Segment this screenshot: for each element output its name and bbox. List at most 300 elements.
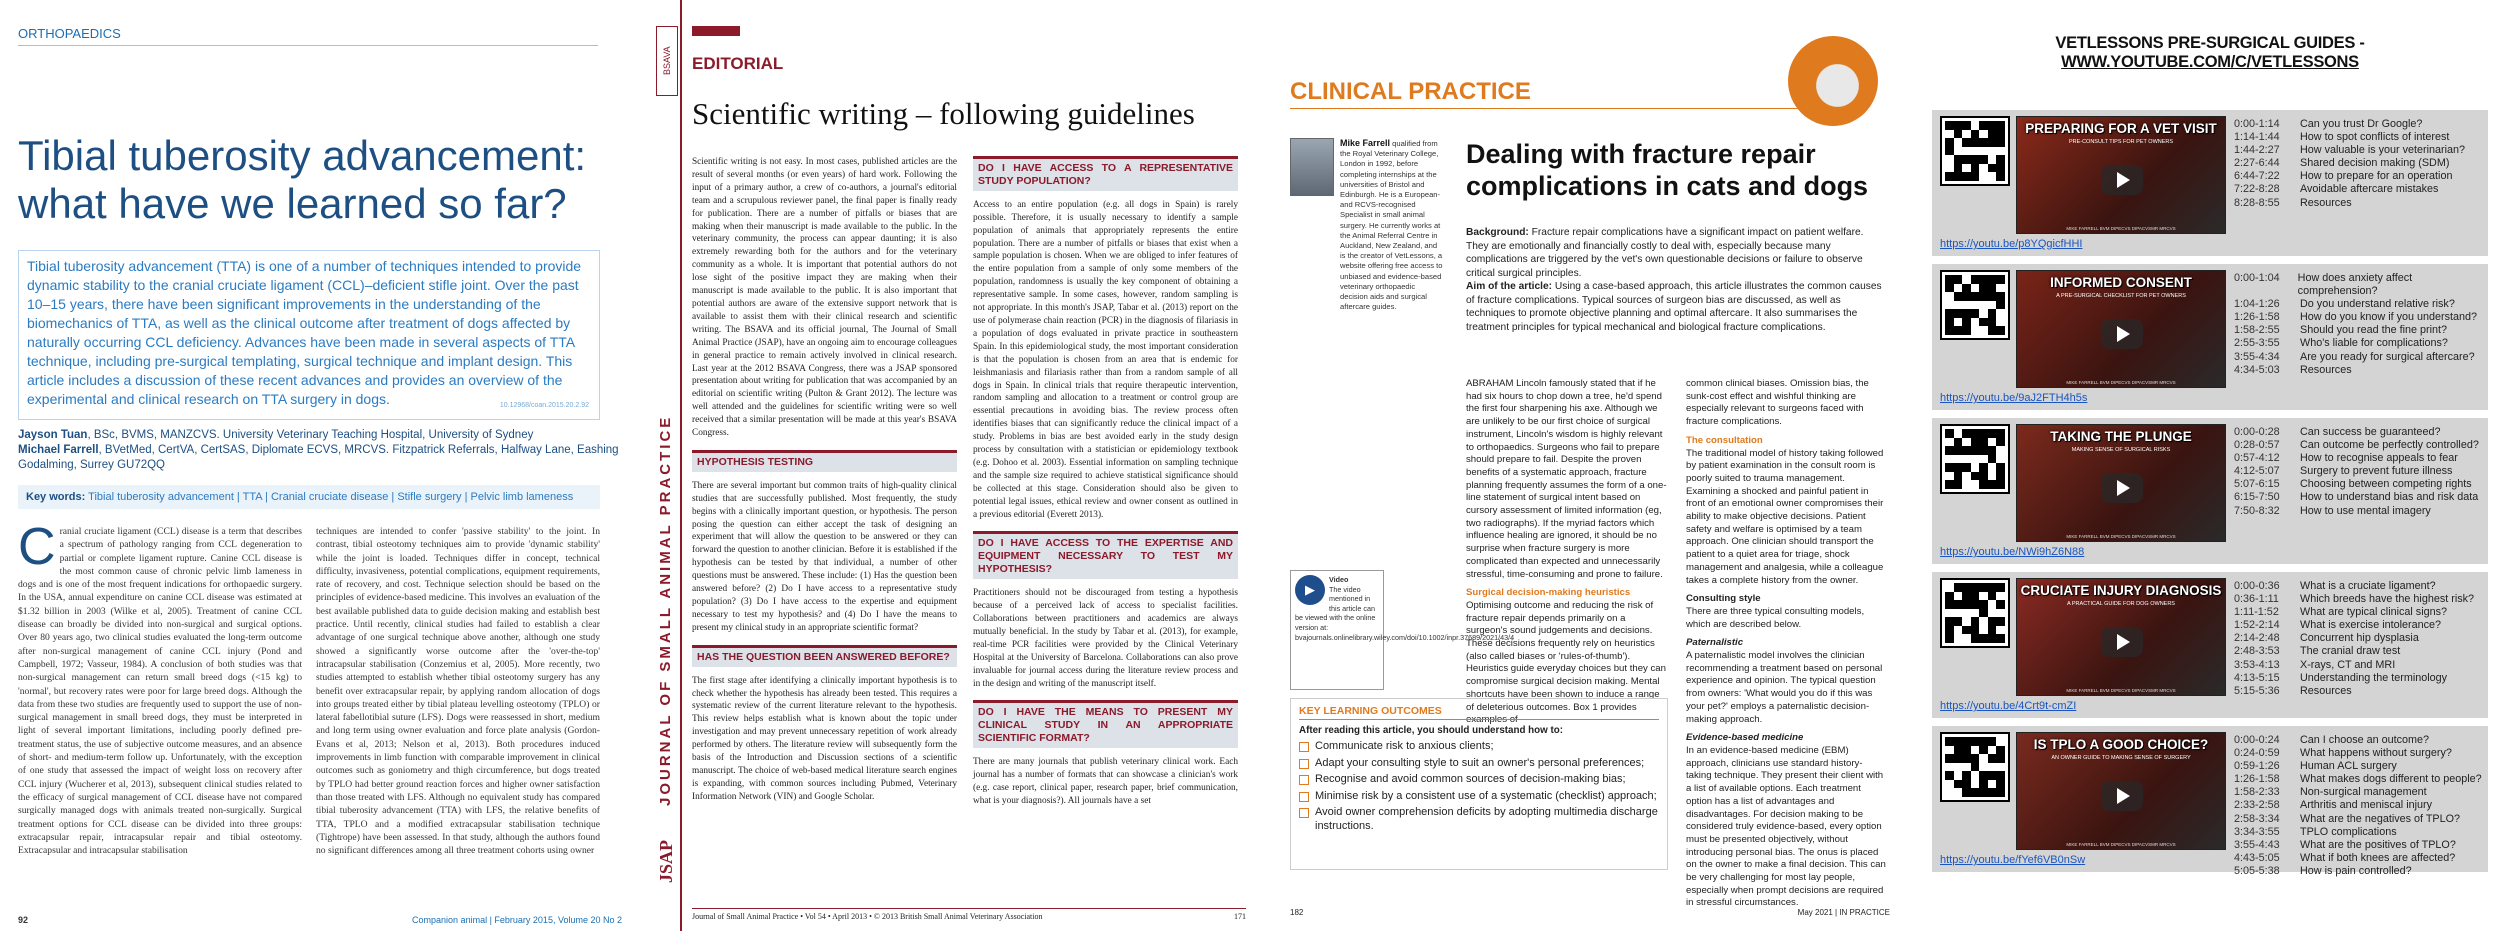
thumbnail-byline: MIKE FARRELL BVM DIPECVS DIPACVSMR MRCVS: [2066, 380, 2176, 385]
chapter-row[interactable]: [2234, 311, 2488, 324]
qr-module: [1971, 309, 1980, 318]
channel-link[interactable]: WWW.YOUTUBE.COM/C/VETLESSONS: [2061, 53, 2359, 71]
qr-module: [1979, 609, 1988, 618]
spine-title: JOURNAL OF SMALL ANIMAL PRACTICE: [657, 414, 674, 806]
video-thumbnail[interactable]: [2016, 424, 2226, 542]
chapter-row[interactable]: [2234, 157, 2465, 170]
qr-module: [1988, 754, 1997, 763]
qr-module: [1996, 780, 2005, 789]
thumbnail-title: INFORMED CONSENT: [2050, 275, 2192, 290]
klo-item: [1299, 740, 1659, 754]
chapter-label: What makes dogs different to people?: [2300, 773, 2482, 786]
journal-citation: Journal of Small Animal Practice • Vol 54 • April 2013 • © 2013 British Small Animal Veterinary Association: [692, 912, 1043, 921]
qr-module: [1954, 292, 1963, 301]
key-learning-outcomes: [1290, 698, 1668, 870]
chapter-row[interactable]: [2234, 197, 2465, 210]
qr-module: [1988, 155, 1997, 164]
klo-item: [1299, 790, 1659, 804]
thumbnail-title: PREPARING FOR A VET VISIT: [2025, 121, 2217, 136]
qr-module: [1971, 609, 1980, 618]
qr-module: [1979, 318, 1988, 327]
qr-module: [1971, 583, 1980, 592]
chapter-time: 0:28-0:57: [2234, 439, 2280, 452]
qr-module: [1962, 472, 1971, 481]
qr-module: [1996, 147, 2005, 156]
chapter-label: How to spot conflicts of interest: [2300, 131, 2450, 144]
qr-module: [1945, 634, 1954, 643]
chapter-row[interactable]: [2234, 826, 2482, 839]
qr-module: [1979, 284, 1988, 293]
qr-module: [1962, 634, 1971, 643]
qr-module: [1945, 737, 1954, 746]
klo-item: [1299, 806, 1659, 833]
chapter-label: Can success be guaranteed?: [2300, 426, 2441, 438]
chapter-row[interactable]: [2234, 747, 2482, 760]
play-button-icon[interactable]: [2101, 473, 2143, 503]
qr-module: [1962, 737, 1971, 746]
chapter-row[interactable]: [2234, 364, 2488, 377]
qr-module: [1945, 147, 1954, 156]
video-thumbnail[interactable]: [2016, 116, 2226, 234]
chapter-row[interactable]: [2234, 439, 2479, 452]
qr-module: [1954, 583, 1963, 592]
author-bio: [1340, 138, 1444, 312]
qr-module: [1979, 780, 1988, 789]
chapter-row[interactable]: [2234, 593, 2474, 606]
qr-module: [1996, 318, 2005, 327]
chapter-row[interactable]: [2234, 351, 2488, 364]
paragraph: common clinical biases. Omission bias, the sunk-cost effect and wishful thinking are especially relevant to surgeons faced with fracture complications.: [1686, 378, 1869, 428]
summary-text: Using a case-based approach, this article illustrates the common causes of fracture complications. Typical sources of surgeon bias are discussed, as well as techniques to promote objective planning and optimal aftercare. It also summarises the treatment principles for typical mechanical and biological fracture complications.: [1466, 281, 1882, 333]
chapter-label: What happens without surgery?: [2300, 747, 2452, 760]
qr-module: [1954, 780, 1963, 789]
chapter-time: 5:05-5:38: [2234, 864, 2280, 877]
abstract-box: [18, 250, 600, 420]
qr-module: [1954, 617, 1963, 626]
qr-module: [1996, 292, 2005, 301]
page-number: 171: [1234, 912, 1246, 921]
chapter-row[interactable]: [2234, 580, 2474, 593]
thumbnail-subtitle: A PRE-SURGICAL CHECKLIST FOR PET OWNERS: [2056, 293, 2186, 299]
chapter-row[interactable]: [2234, 852, 2482, 865]
qr-module: [1988, 746, 1997, 755]
chapter-time: 0:57-4:12: [2234, 452, 2280, 465]
qr-module: [1996, 172, 2005, 181]
chapter-label: How to understand bias and risk data: [2300, 491, 2479, 504]
chapter-time: 0:00-0:28: [2234, 426, 2280, 438]
video-thumbnail[interactable]: [2016, 578, 2226, 696]
qr-module: [1979, 309, 1988, 318]
qr-module: [1996, 746, 2005, 755]
chapter-row[interactable]: [2234, 337, 2488, 350]
qr-module: [1971, 480, 1980, 489]
chapter-row[interactable]: [2234, 324, 2488, 337]
qr-module: [1962, 172, 1971, 181]
chapter-time: 2:33-2:58: [2234, 799, 2280, 812]
qr-module: [1979, 155, 1988, 164]
qr-module: [1945, 617, 1954, 626]
chapter-row[interactable]: [2234, 865, 2482, 878]
qr-module: [1971, 592, 1980, 601]
qr-module: [1962, 301, 1971, 310]
aim-summary: [1466, 280, 1886, 334]
chapter-row[interactable]: [2234, 452, 2479, 465]
qr-module: [1945, 275, 1954, 284]
qr-module: [1996, 438, 2005, 447]
qr-module: [1971, 172, 1980, 181]
chapter-label: Non-surgical management: [2300, 786, 2427, 799]
chapter-time: 4:43-5:05: [2234, 851, 2280, 864]
chapter-row[interactable]: [2234, 799, 2482, 812]
chapter-row[interactable]: [2234, 170, 2465, 183]
play-button-icon[interactable]: [2101, 781, 2143, 811]
qr-module: [1988, 301, 1997, 310]
qr-module: [1988, 121, 1997, 130]
klo-item-text: Avoid owner comprehension deficits by adopting multimedia discharge instructions.: [1315, 806, 1658, 832]
qr-module: [1988, 130, 1997, 139]
page-footer: [692, 908, 1246, 921]
qr-module: [1996, 617, 2005, 626]
qr-module: [1962, 292, 1971, 301]
qr-module: [1988, 626, 1997, 635]
video-title: Video: [1329, 575, 1349, 584]
qr-module: [1979, 130, 1988, 139]
subheading: HYPOTHESIS TESTING: [692, 450, 957, 472]
chapter-time: 2:14-2:48: [2234, 632, 2280, 645]
play-button-icon[interactable]: [2101, 627, 2143, 657]
qr-module: [1962, 600, 1971, 609]
qr-module: [1962, 609, 1971, 618]
qr-module: [1954, 592, 1963, 601]
video-link[interactable]: https://youtu.be/4Crt9t-cmZI: [1940, 700, 2077, 712]
paragraph: ABRAHAM Lincoln famously stated that if he had six hours to chop down a tree, he'd spend the first four sharpening his axe. Although we are unlikely to be our first choice of surgical instrument, Lincoln's wisdom is highly relevant to orthopaedics. Surgeons who fail to prepare should prepare to fail. Despite the proven benefits of a systematic approach, fracture planning frequently assumes the form of a one-line statement of surgical intent based on cursory assessment of limited information (eg, two radiographs). If the myriad factors which influence healing are ignored, it should be no surprise when fracture surgery is more complicated than expected and unnecessarily stressful, time-consuming and prone to failure.: [1466, 378, 1667, 580]
chapter-label: Arthritis and meniscal injury: [2300, 799, 2433, 812]
qr-module: [1962, 617, 1971, 626]
klo-item-text: Communicate risk to anxious clients;: [1315, 740, 1494, 752]
qr-module: [1979, 788, 1988, 797]
chapter-label: Shared decision making (SDM): [2300, 157, 2450, 170]
chapter-row[interactable]: [2234, 813, 2482, 826]
chapter-label: Which breeds have the highest risk?: [2300, 593, 2475, 606]
chapter-row[interactable]: [2234, 786, 2482, 799]
qr-module: [1988, 463, 1997, 472]
qr-module: [1988, 164, 1997, 173]
qr-module: [1945, 463, 1954, 472]
video-link[interactable]: https://youtu.be/NWi9hZ6N88: [1940, 546, 2085, 558]
chapter-row[interactable]: [2234, 505, 2479, 518]
qr-module: [1962, 438, 1971, 447]
play-button-icon[interactable]: [2101, 319, 2143, 349]
qr-module: [1971, 326, 1980, 335]
checkbox-icon: [1299, 792, 1309, 802]
chapter-row[interactable]: [2234, 426, 2479, 439]
qr-module: [1988, 609, 1997, 618]
qr-module: [1962, 164, 1971, 173]
video-link[interactable]: https://youtu.be/fYef6VB0nSw: [1940, 854, 2086, 866]
chapter-label: Understanding the terminology: [2300, 671, 2448, 684]
qr-module: [1962, 284, 1971, 293]
qr-module: [1945, 284, 1954, 293]
chapter-time: 1:58-2:55: [2234, 324, 2280, 337]
qr-module: [1988, 600, 1997, 609]
thumbnail-byline: MIKE FARRELL BVM DIPECVS DIPACVSMR MRCVS: [2066, 842, 2176, 847]
doi: 10.12968/coan.2015.20.2.92: [499, 402, 589, 409]
subheading: DO I HAVE ACCESS TO A REPRESENTATIVE STUDY POPULATION?: [973, 156, 1238, 191]
qr-module: [1954, 746, 1963, 755]
chapter-row[interactable]: [2234, 606, 2474, 619]
article-title: Dealing with fracture repair complications in cats and dogs: [1466, 139, 1869, 201]
chapter-row[interactable]: [2234, 672, 2474, 685]
chapter-label: Resources: [2300, 684, 2352, 697]
qr-module: [1945, 609, 1954, 618]
paragraph: A paternalistic model involves the clinician recommending a treatment based on personal experience and opinion. The typical question from owners: 'What would you do if this was your pet?' employs a paternalistic decision-making approach.: [1686, 650, 1883, 725]
chapter-time: 2:55-3:55: [2234, 337, 2280, 350]
qr-module: [1945, 626, 1954, 635]
chapter-label: How valuable is your veterinarian?: [2300, 144, 2466, 157]
chapter-time: 7:22-8:28: [2234, 183, 2280, 196]
qr-module: [1988, 318, 1997, 327]
video-text: The video mentioned in this article can be viewed with the online version at: bvajournals.onlinelibrary.wiley.com/doi/10.1002/inpr.37689/2021/43/4: [1295, 584, 1515, 642]
subheading: DO I HAVE THE MEANS TO PRESENT MY CLINICAL STUDY IN AN APPROPRIATE SCIENTIFIC FORMAT?: [973, 700, 1238, 748]
body-column-2: techniques are intended to confer 'passive stability' to the joint. In contrast, tibial osteotomy techniques aim to provide 'dynamic stability' while the joint is loaded. Techniques differ in concept, technical difficulty, invasiveness, potential complications, equipment requirements, rate of recovery, and cost. Technique selection should be based on the principles of evidence-based medicine. This involves an evaluation of the best available published data to guide decision making and establish best practice. Until recently, clinical studies had failed to establish a clear advantage of one surgical technique above another, although one study showed a significantly worse outcome after the 'over-the-top' intracapsular stabilisation (Conzemius et al, 2005). More recently, two studies attempted to establish whether tibial osteotomy surgery has any benefit over extracapsular repair, by applying random allocation of dogs into groups treated either by tibial plateau levelling osteotomy (TPLO) or lateral fabellotibial suture (LFS). Dogs were reassessed in short, medium and long term using owner evaluation and force plate analysis (Gordon-Evans et al, 2013; Nelson et al, 2013). Both procedures induced improvements in limb function with comparable improvement in clinical outcomes such as goniometry and thigh circumference, but dogs treated by TPLO had better ground reaction forces and higher owner satisfaction than those treated with LFS. Although no equivalent study has compared tibial tuberosity advancement (TTA) with LFS, the relative benefits of TTA, TPLO and a modified extracapsular stabilisation technique (Tightrope) have been assessed. In that study, although the authors found no significant differences among all three treatment cohorts using owner: [316, 526, 600, 857]
chapter-row[interactable]: [2234, 465, 2479, 478]
chapter-time: 3:55-4:34: [2234, 350, 2280, 363]
qr-module: [1988, 592, 1997, 601]
qr-module: [1962, 138, 1971, 147]
chapter-time: 3:55-4:43: [2234, 838, 2280, 851]
qr-module: [1988, 429, 1997, 438]
chapter-label: Can I choose an outcome?: [2300, 734, 2430, 746]
chapter-row[interactable]: [2234, 773, 2482, 786]
chapter-label: Can you trust Dr Google?: [2300, 118, 2423, 130]
qr-module: [1979, 138, 1988, 147]
chapter-time: 5:07-6:15: [2234, 478, 2280, 491]
qr-module: [1962, 446, 1971, 455]
qr-module: [1979, 172, 1988, 181]
qr-module: [1996, 583, 2005, 592]
chapter-row[interactable]: [2234, 272, 2488, 298]
chapter-time: 0:00-1:04: [2234, 272, 2280, 284]
paragraph: There are many journals that publish veterinary clinical work. Each journal has a number of formats that can showcase a clinician's work (e.g. case report, clinical paper, research paper, brief communication, what is your diagnosis?). All journals have a set: [973, 757, 1238, 806]
qr-module: [1988, 480, 1997, 489]
qr-module: [1996, 771, 2005, 780]
klo-item-text: Adapt your consulting style to suit an owner's personal preferences;: [1315, 756, 1645, 769]
qr-module: [1988, 284, 1997, 293]
chapter-label: The cranial draw test: [2300, 645, 2401, 658]
qr-module: [1971, 275, 1980, 284]
video-guide-card: [1932, 110, 2488, 256]
journal-name: Companion animal | February 2015, Volume 20 No 2: [412, 915, 622, 925]
chapter-time: 0:00-0:24: [2234, 734, 2280, 746]
chapter-row[interactable]: [2234, 478, 2479, 491]
qr-module: [1971, 155, 1980, 164]
journal-issue: May 2021 | IN PRACTICE: [1797, 908, 1890, 917]
video-guide-card: [1932, 418, 2488, 564]
qr-module: [1988, 326, 1997, 335]
qr-module: [1971, 780, 1980, 789]
qr-module: [1988, 292, 1997, 301]
body-text: ranial cruciate ligament (CCL) disease is a term that describes a spectrum of pathology ranging from CCL degeneration to partial or complete ligament rupture. Canine CCL disease is the most common cause of chronic pelvic limb lameness in dogs and is one of the most frequent indications for orthopaedic surgery. In the USA, annual expenditure on canine CCL disease was estimated at $1.32 billion in 2003 (Wilke et al, 2005). Treatment of canine CCL disease can broadly be divided into non-surgical and surgical options. Over 80 years ago, two clinical studies evaluated the long-term outcome after non-surgical management of canine CCL injury (Pond and Campbell, 1972; Vasseur, 1984). A conclusion of both studies was that non-surgical management can return small breed dogs (<15 kg) to 'normal', but recovery rates were poor for large breed dogs. Although the data from these two studies are frequently used to support the use of non-surgical management in small breed dogs, they must be interpreted in light of several important limitations, including poorly defined pre-treatment status, the use of subjective outcome measures, and an absence of short- and medium-term follow up. Unfortunately, with the exception of one study that assessed the impact of weight loss on recovery after CCL injury (Wucherer et al, 2013), subsequent clinical studies related to the efficacy of surgical management of CCL disease have not compared surgically managed dogs with animals treated non-surgically. Surgical treatment options for CCL disease can be divided into three groups: extracapsular repair, intracapsular repair and tibial osteotomy. Extracapsular and intracapsular stabilisation: [18, 526, 302, 857]
chapter-label: Choosing between competing rights: [2300, 478, 2472, 491]
qr-module: [1979, 771, 1988, 780]
chapter-time: 4:12-5:07: [2234, 465, 2280, 478]
thumbnail-title: TAKING THE PLUNGE: [2050, 429, 2192, 444]
qr-module: [1962, 780, 1971, 789]
qr-module: [1971, 472, 1980, 481]
chapter-time: 1:04-1:26: [2234, 298, 2280, 311]
chapter-label: How is pain controlled?: [2300, 864, 2412, 877]
jsap-logo: JSAP: [656, 840, 676, 884]
chapter-label: Resources: [2300, 196, 2352, 209]
chapter-row[interactable]: [2234, 183, 2465, 196]
chapter-label: Surgery to prevent future illness: [2300, 465, 2453, 478]
thumbnail-subtitle: MAKING SENSE OF SURGICAL RISKS: [2071, 447, 2171, 453]
qr-module: [1962, 746, 1971, 755]
chapter-row[interactable]: [2234, 839, 2482, 852]
qr-module: [1996, 754, 2005, 763]
body-column-1: [692, 156, 957, 808]
chapter-row[interactable]: [2234, 685, 2474, 698]
qr-module: [1979, 634, 1988, 643]
keywords-label: Key words:: [26, 491, 86, 503]
chapter-row[interactable]: [2234, 632, 2474, 645]
qr-code-icon: [1940, 116, 2010, 186]
play-button-icon[interactable]: [2101, 165, 2143, 195]
play-triangle: [2117, 634, 2130, 650]
thumbnail-byline: MIKE FARRELL BVM DIPECVS DIPACVSMR MRCVS: [2066, 534, 2176, 539]
klo-item-text: Minimise risk by a consistent use of a systematic (checklist) approach;: [1315, 789, 1657, 802]
qr-module: [1971, 746, 1980, 755]
qr-module: [1945, 780, 1954, 789]
chapter-row[interactable]: [2234, 298, 2488, 311]
qr-module: [1996, 155, 2005, 164]
qr-module: [1979, 746, 1988, 755]
video-thumbnail[interactable]: [2016, 270, 2226, 388]
qr-module: [1954, 121, 1963, 130]
qr-module: [1988, 617, 1997, 626]
klo-item: [1299, 757, 1659, 771]
qr-module: [1954, 472, 1963, 481]
page-vetlessons-guides: [1920, 0, 2500, 931]
qr-module: [1971, 301, 1980, 310]
qr-module: [1954, 634, 1963, 643]
qr-module: [1988, 780, 1997, 789]
qr-module: [1988, 583, 1997, 592]
paragraph: Optimising outcome and reducing the risk of fracture repair depends primarily on a surgeon's sound judgements and decisions. These decisions frequently rely on heuristics (also called biases or 'rules-of-thumb'). Heuristics guide everyday choices but they can compromise surgical decision making. Mental shortcuts have been shown to induce a range of deleterious outcomes. Box 1 provides examples of: [1466, 599, 1666, 726]
chapter-row[interactable]: [2234, 619, 2474, 632]
qr-module: [1954, 429, 1963, 438]
chapter-row[interactable]: [2234, 118, 2465, 131]
author-name: Mike Farrell: [1340, 138, 1391, 148]
chapter-label: How to recognise appeals to fear: [2300, 452, 2458, 465]
chapter-time: 1:52-2:14: [2234, 619, 2280, 632]
video-link[interactable]: https://youtu.be/9aJ2FTH4h5s: [1940, 392, 2088, 404]
qr-module: [1954, 326, 1963, 335]
qr-module: [1971, 463, 1980, 472]
qr-module: [1954, 455, 1963, 464]
qr-module: [1962, 155, 1971, 164]
video-guide-card: [1932, 264, 2488, 410]
qr-module: [1954, 737, 1963, 746]
checkbox-icon: [1299, 775, 1309, 785]
summary-label: Background:: [1466, 227, 1529, 238]
qr-module: [1962, 763, 1971, 772]
klo-item-text: Recognise and avoid common sources of decision-making bias;: [1315, 773, 1626, 785]
chapter-row[interactable]: [2234, 144, 2465, 157]
subheading: Surgical decision-making heuristics: [1466, 587, 1631, 599]
chapter-row[interactable]: [2234, 760, 2482, 773]
qr-module: [1971, 318, 1980, 327]
qr-module: [1954, 446, 1963, 455]
qr-module: [1971, 292, 1980, 301]
subheading: The consultation: [1686, 434, 1763, 446]
chapter-row[interactable]: [2234, 491, 2479, 504]
qr-module: [1988, 309, 1997, 318]
qr-module: [1996, 309, 2005, 318]
keywords-list: Tibial tuberosity advancement | TTA | Cranial cruciate disease | Stifle surgery | Pelvic limb lameness: [85, 491, 574, 503]
chapter-row[interactable]: [2234, 659, 2474, 672]
chapter-label: What are the positives of TPLO?: [2300, 838, 2456, 851]
chapter-time: 2:27-6:44: [2234, 157, 2280, 170]
chapter-label: Should you read the fine print?: [2300, 324, 2448, 337]
qr-module: [1988, 763, 1997, 772]
journal-spine: [652, 0, 682, 931]
chapter-time: 1:26-1:58: [2234, 311, 2280, 324]
qr-module: [1979, 763, 1988, 772]
qr-module: [1954, 754, 1963, 763]
qr-module: [1954, 130, 1963, 139]
qr-module: [1945, 172, 1954, 181]
video-thumbnail[interactable]: [2016, 732, 2226, 850]
qr-module: [1962, 318, 1971, 327]
qr-module: [1979, 275, 1988, 284]
qr-module: [1945, 309, 1954, 318]
qr-module: [1971, 788, 1980, 797]
page-editorial: [652, 0, 1256, 931]
body-column-2: [973, 156, 1238, 808]
chapter-time: 0:59-1:26: [2234, 760, 2280, 773]
qr-module: [1979, 147, 1988, 156]
qr-module: [1971, 626, 1980, 635]
qr-module: [1996, 446, 2005, 455]
qr-module: [1988, 472, 1997, 481]
video-link[interactable]: https://youtu.be/p8YQgicfHHI: [1940, 238, 2083, 250]
qr-module: [1971, 446, 1980, 455]
klo-item: [1299, 773, 1659, 787]
qr-module: [1996, 592, 2005, 601]
qr-module: [1954, 609, 1963, 618]
chapter-time: 3:34-3:55: [2234, 825, 2280, 838]
chapter-row[interactable]: [2234, 645, 2474, 658]
qr-module: [1996, 480, 2005, 489]
qr-module: [1962, 429, 1971, 438]
cat-illustration: [1788, 36, 1878, 126]
chapter-time: 0:36-1:11: [2234, 593, 2279, 606]
page-clinical-practice: [1270, 0, 1910, 931]
chapter-time: 5:15-5:36: [2234, 684, 2280, 697]
subheading: Evidence-based medicine: [1686, 732, 1804, 744]
chapter-time: 2:48-3:53: [2234, 645, 2280, 658]
qr-module: [1945, 429, 1954, 438]
thumbnail-byline: MIKE FARRELL BVM DIPECVS DIPACVSMR MRCVS: [2066, 226, 2176, 231]
chapter-row[interactable]: [2234, 131, 2465, 144]
qr-module: [1945, 746, 1954, 755]
play-triangle: [2117, 480, 2130, 496]
chapter-time: 3:53-4:13: [2234, 658, 2280, 671]
chapter-time: 1:26-1:58: [2234, 773, 2280, 786]
chapter-time: 8:28-8:55: [2234, 196, 2280, 209]
chapter-row[interactable]: [2234, 734, 2482, 747]
